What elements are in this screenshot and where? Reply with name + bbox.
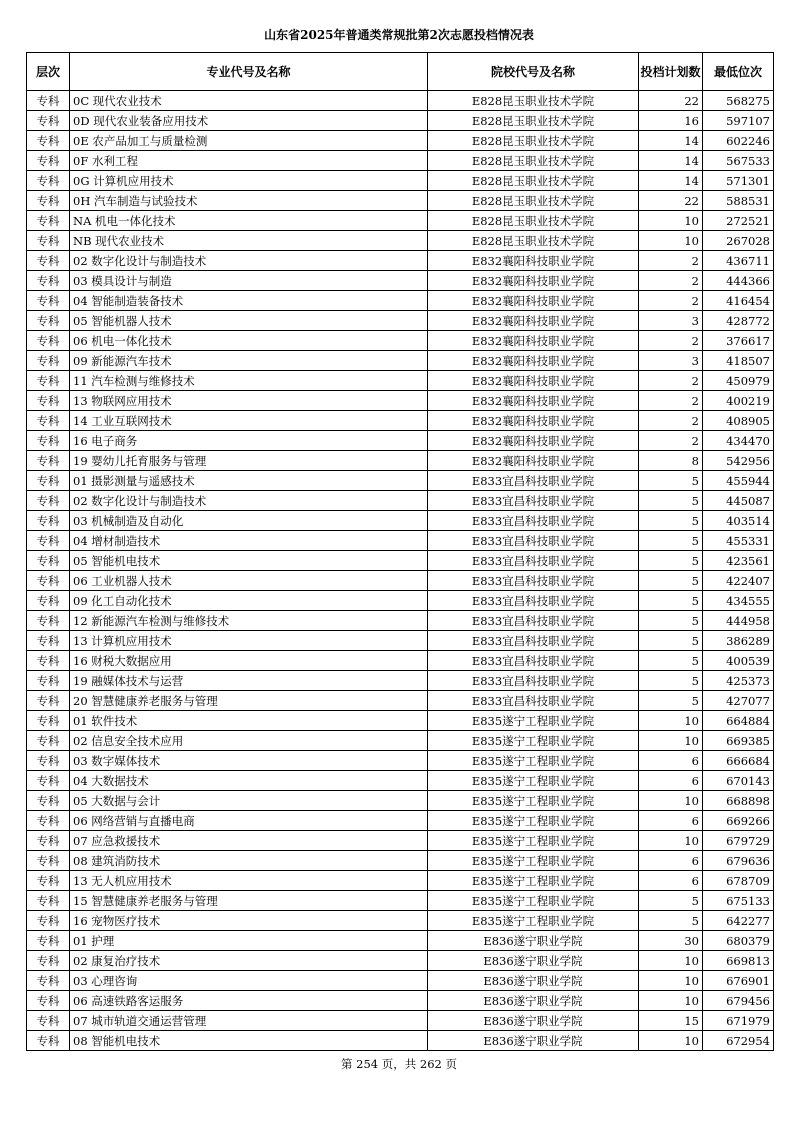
table-row: [27, 911, 774, 931]
table-row: [27, 291, 774, 311]
table-row: [27, 131, 774, 151]
cell-school: E836遂宁职业学院: [428, 971, 639, 991]
table-row: [27, 591, 774, 611]
cell-major: 0C 现代农业技术: [70, 91, 428, 111]
cell-plan: 14: [639, 151, 703, 171]
cell-rank: 403514: [703, 511, 774, 531]
cell-major: 01 摄影测量与遥感技术: [70, 471, 428, 491]
cell-school: E833宜昌科技职业学院: [428, 571, 639, 591]
cell-level: 专科: [27, 531, 70, 551]
cell-rank: 670143: [703, 771, 774, 791]
cell-major: 14 工业互联网技术: [70, 411, 428, 431]
cell-major: 05 智能机器人技术: [70, 311, 428, 331]
cell-rank: 450979: [703, 371, 774, 391]
cell-school: E832襄阳科技职业学院: [428, 411, 639, 431]
cell-major: 0H 汽车制造与试验技术: [70, 191, 428, 211]
cell-major: 01 软件技术: [70, 711, 428, 731]
cell-rank: 428772: [703, 311, 774, 331]
cell-level: 专科: [27, 651, 70, 671]
table-row: [27, 271, 774, 291]
cell-major: NA 机电一体化技术: [70, 211, 428, 231]
cell-rank: 376617: [703, 331, 774, 351]
table-row: [27, 391, 774, 411]
cell-level: 专科: [27, 571, 70, 591]
cell-rank: 455944: [703, 471, 774, 491]
cell-school: E832襄阳科技职业学院: [428, 431, 639, 451]
cell-level: 专科: [27, 791, 70, 811]
cell-plan: 6: [639, 871, 703, 891]
cell-rank: 434470: [703, 431, 774, 451]
cell-plan: 22: [639, 91, 703, 111]
cell-major: 16 电子商务: [70, 431, 428, 451]
cell-major: NB 现代农业技术: [70, 231, 428, 251]
cell-level: 专科: [27, 451, 70, 471]
cell-plan: 5: [639, 471, 703, 491]
cell-rank: 668898: [703, 791, 774, 811]
cell-rank: 455331: [703, 531, 774, 551]
cell-level: 专科: [27, 491, 70, 511]
table-row: [27, 651, 774, 671]
cell-major: 06 网络营销与直播电商: [70, 811, 428, 831]
table-row: [27, 351, 774, 371]
cell-rank: 672954: [703, 1031, 774, 1051]
cell-school: E832襄阳科技职业学院: [428, 251, 639, 271]
cell-major: 02 信息安全技术应用: [70, 731, 428, 751]
table-row: [27, 891, 774, 911]
table-row: [27, 751, 774, 771]
cell-level: 专科: [27, 291, 70, 311]
cell-plan: 5: [639, 671, 703, 691]
cell-plan: 2: [639, 371, 703, 391]
cell-school: E835遂宁工程职业学院: [428, 731, 639, 751]
cell-rank: 422407: [703, 571, 774, 591]
cell-rank: 664884: [703, 711, 774, 731]
cell-plan: 5: [639, 891, 703, 911]
cell-plan: 5: [639, 511, 703, 531]
cell-rank: 434555: [703, 591, 774, 611]
cell-rank: 666684: [703, 751, 774, 771]
header-row: [27, 53, 774, 91]
page-title: 山东省2025年普通类常规批第2次志愿投档情况表: [264, 28, 534, 42]
cell-rank: 416454: [703, 291, 774, 311]
table-row: [27, 931, 774, 951]
cell-rank: 408905: [703, 411, 774, 431]
cell-major: 07 城市轨道交通运营管理: [70, 1011, 428, 1031]
table-row: [27, 691, 774, 711]
cell-plan: 5: [639, 651, 703, 671]
cell-rank: 676901: [703, 971, 774, 991]
cell-school: E833宜昌科技职业学院: [428, 531, 639, 551]
cell-major: 04 增材制造技术: [70, 531, 428, 551]
table-row: [27, 511, 774, 531]
cell-school: E833宜昌科技职业学院: [428, 651, 639, 671]
cell-plan: 22: [639, 191, 703, 211]
cell-major: 0D 现代农业装备应用技术: [70, 111, 428, 131]
cell-plan: 5: [639, 631, 703, 651]
cell-plan: 6: [639, 851, 703, 871]
cell-plan: 5: [639, 911, 703, 931]
cell-plan: 2: [639, 271, 703, 291]
cell-level: 专科: [27, 591, 70, 611]
cell-rank: 567533: [703, 151, 774, 171]
cell-plan: 2: [639, 291, 703, 311]
cell-school: E836遂宁职业学院: [428, 1011, 639, 1031]
cell-plan: 14: [639, 171, 703, 191]
header-level: 层次: [27, 53, 70, 91]
cell-level: 专科: [27, 511, 70, 531]
cell-major: 09 化工自动化技术: [70, 591, 428, 611]
cell-plan: 5: [639, 691, 703, 711]
cell-plan: 10: [639, 791, 703, 811]
cell-school: E833宜昌科技职业学院: [428, 471, 639, 491]
cell-major: 13 计算机应用技术: [70, 631, 428, 651]
table-row: [27, 371, 774, 391]
cell-major: 01 护理: [70, 931, 428, 951]
cell-plan: 2: [639, 431, 703, 451]
cell-major: 20 智慧健康养老服务与管理: [70, 691, 428, 711]
cell-school: E828昆玉职业技术学院: [428, 211, 639, 231]
table-row: [27, 151, 774, 171]
table-row: [27, 91, 774, 111]
cell-plan: 14: [639, 131, 703, 151]
cell-plan: 16: [639, 111, 703, 131]
cell-school: E835遂宁工程职业学院: [428, 751, 639, 771]
cell-school: E832襄阳科技职业学院: [428, 391, 639, 411]
cell-school: E828昆玉职业技术学院: [428, 231, 639, 251]
cell-level: 专科: [27, 811, 70, 831]
cell-level: 专科: [27, 971, 70, 991]
table-row: [27, 1031, 774, 1051]
table-row: [27, 211, 774, 231]
cell-plan: 2: [639, 411, 703, 431]
cell-school: E832襄阳科技职业学院: [428, 331, 639, 351]
cell-level: 专科: [27, 111, 70, 131]
cell-school: E833宜昌科技职业学院: [428, 631, 639, 651]
table-row: [27, 331, 774, 351]
cell-level: 专科: [27, 691, 70, 711]
cell-plan: 10: [639, 1031, 703, 1051]
table-row: [27, 171, 774, 191]
cell-rank: 675133: [703, 891, 774, 911]
cell-school: E828昆玉职业技术学院: [428, 191, 639, 211]
cell-rank: 425373: [703, 671, 774, 691]
cell-major: 05 智能机电技术: [70, 551, 428, 571]
cell-plan: 5: [639, 591, 703, 611]
cell-level: 专科: [27, 951, 70, 971]
cell-rank: 272521: [703, 211, 774, 231]
cell-rank: 436711: [703, 251, 774, 271]
cell-school: E835遂宁工程职业学院: [428, 891, 639, 911]
header-rank: 最低位次: [703, 53, 774, 91]
cell-school: E836遂宁职业学院: [428, 931, 639, 951]
cell-school: E835遂宁工程职业学院: [428, 811, 639, 831]
cell-school: E835遂宁工程职业学院: [428, 831, 639, 851]
cell-school: E832襄阳科技职业学院: [428, 311, 639, 331]
cell-major: 03 数字媒体技术: [70, 751, 428, 771]
table-body: [27, 91, 774, 1051]
cell-major: 11 汽车检测与维修技术: [70, 371, 428, 391]
cell-school: E833宜昌科技职业学院: [428, 611, 639, 631]
table-row: [27, 491, 774, 511]
cell-school: E832襄阳科技职业学院: [428, 451, 639, 471]
table-row: [27, 851, 774, 871]
cell-plan: 15: [639, 1011, 703, 1031]
cell-major: 02 数字化设计与制造技术: [70, 491, 428, 511]
cell-school: E836遂宁职业学院: [428, 991, 639, 1011]
cell-rank: 400539: [703, 651, 774, 671]
header-major: 专业代号及名称: [70, 53, 428, 91]
cell-major: 19 婴幼儿托育服务与管理: [70, 451, 428, 471]
cell-rank: 679456: [703, 991, 774, 1011]
cell-school: E828昆玉职业技术学院: [428, 151, 639, 171]
cell-level: 专科: [27, 351, 70, 371]
cell-level: 专科: [27, 271, 70, 291]
table-row: [27, 191, 774, 211]
cell-school: E828昆玉职业技术学院: [428, 171, 639, 191]
cell-plan: 10: [639, 991, 703, 1011]
cell-school: E828昆玉职业技术学院: [428, 91, 639, 111]
cell-level: 专科: [27, 831, 70, 851]
cell-plan: 6: [639, 811, 703, 831]
cell-school: E833宜昌科技职业学院: [428, 671, 639, 691]
cell-level: 专科: [27, 1031, 70, 1051]
cell-level: 专科: [27, 871, 70, 891]
cell-major: 0F 水利工程: [70, 151, 428, 171]
cell-major: 13 物联网应用技术: [70, 391, 428, 411]
cell-rank: 568275: [703, 91, 774, 111]
cell-major: 03 模具设计与制造: [70, 271, 428, 291]
table-row: [27, 871, 774, 891]
table-row: [27, 571, 774, 591]
cell-plan: 10: [639, 231, 703, 251]
cell-level: 专科: [27, 711, 70, 731]
cell-rank: 642277: [703, 911, 774, 931]
cell-rank: 423561: [703, 551, 774, 571]
cell-school: E835遂宁工程职业学院: [428, 911, 639, 931]
cell-rank: 597107: [703, 111, 774, 131]
cell-rank: 267028: [703, 231, 774, 251]
cell-major: 06 工业机器人技术: [70, 571, 428, 591]
cell-rank: 386289: [703, 631, 774, 651]
cell-major: 04 智能制造装备技术: [70, 291, 428, 311]
header-school: 院校代号及名称: [428, 53, 639, 91]
cell-rank: 679729: [703, 831, 774, 851]
cell-level: 专科: [27, 211, 70, 231]
cell-rank: 445087: [703, 491, 774, 511]
cell-plan: 10: [639, 831, 703, 851]
cell-rank: 671979: [703, 1011, 774, 1031]
cell-school: E836遂宁职业学院: [428, 951, 639, 971]
table-row: [27, 231, 774, 251]
table-row: [27, 991, 774, 1011]
admission-table: [26, 52, 774, 1051]
cell-school: E832襄阳科技职业学院: [428, 351, 639, 371]
cell-level: 专科: [27, 751, 70, 771]
cell-major: 08 智能机电技术: [70, 1031, 428, 1051]
cell-school: E833宜昌科技职业学院: [428, 511, 639, 531]
table-row: [27, 411, 774, 431]
cell-school: E833宜昌科技职业学院: [428, 551, 639, 571]
cell-school: E833宜昌科技职业学院: [428, 691, 639, 711]
cell-major: 05 大数据与会计: [70, 791, 428, 811]
cell-level: 专科: [27, 731, 70, 751]
cell-level: 专科: [27, 151, 70, 171]
cell-plan: 5: [639, 491, 703, 511]
table-row: [27, 731, 774, 751]
cell-level: 专科: [27, 471, 70, 491]
cell-major: 0E 农产品加工与质量检测: [70, 131, 428, 151]
cell-school: E833宜昌科技职业学院: [428, 591, 639, 611]
cell-major: 0G 计算机应用技术: [70, 171, 428, 191]
cell-level: 专科: [27, 331, 70, 351]
table-row: [27, 951, 774, 971]
cell-level: 专科: [27, 131, 70, 151]
cell-rank: 400219: [703, 391, 774, 411]
cell-school: E836遂宁职业学院: [428, 1031, 639, 1051]
cell-level: 专科: [27, 671, 70, 691]
table-row: [27, 311, 774, 331]
table-row: [27, 111, 774, 131]
cell-level: 专科: [27, 631, 70, 651]
cell-plan: 2: [639, 391, 703, 411]
cell-rank: 669813: [703, 951, 774, 971]
cell-major: 02 数字化设计与制造技术: [70, 251, 428, 271]
cell-plan: 10: [639, 951, 703, 971]
cell-level: 专科: [27, 371, 70, 391]
cell-plan: 30: [639, 931, 703, 951]
table-row: [27, 811, 774, 831]
cell-plan: 6: [639, 771, 703, 791]
cell-plan: 5: [639, 531, 703, 551]
cell-rank: 680379: [703, 931, 774, 951]
cell-rank: 669266: [703, 811, 774, 831]
cell-major: 15 智慧健康养老服务与管理: [70, 891, 428, 911]
cell-rank: 427077: [703, 691, 774, 711]
cell-school: E835遂宁工程职业学院: [428, 791, 639, 811]
cell-level: 专科: [27, 251, 70, 271]
cell-level: 专科: [27, 551, 70, 571]
cell-major: 07 应急救援技术: [70, 831, 428, 851]
cell-level: 专科: [27, 1011, 70, 1031]
cell-rank: 679636: [703, 851, 774, 871]
cell-major: 03 心理咨询: [70, 971, 428, 991]
cell-major: 04 大数据技术: [70, 771, 428, 791]
cell-plan: 5: [639, 571, 703, 591]
table-row: [27, 971, 774, 991]
cell-major: 13 无人机应用技术: [70, 871, 428, 891]
cell-level: 专科: [27, 611, 70, 631]
cell-school: E832襄阳科技职业学院: [428, 271, 639, 291]
cell-level: 专科: [27, 311, 70, 331]
cell-level: 专科: [27, 771, 70, 791]
table-row: [27, 471, 774, 491]
page-footer: 第 254 页，共 262 页: [340, 1057, 458, 1071]
cell-school: E828昆玉职业技术学院: [428, 131, 639, 151]
table-row: [27, 1011, 774, 1031]
table-header: [27, 53, 774, 91]
cell-level: 专科: [27, 231, 70, 251]
cell-plan: 2: [639, 251, 703, 271]
cell-plan: 10: [639, 711, 703, 731]
cell-major: 02 康复治疗技术: [70, 951, 428, 971]
cell-plan: 2: [639, 331, 703, 351]
cell-rank: 418507: [703, 351, 774, 371]
cell-plan: 10: [639, 971, 703, 991]
cell-school: E835遂宁工程职业学院: [428, 851, 639, 871]
cell-rank: 571301: [703, 171, 774, 191]
cell-level: 专科: [27, 911, 70, 931]
cell-plan: 6: [639, 751, 703, 771]
cell-major: 12 新能源汽车检测与维修技术: [70, 611, 428, 631]
cell-major: 16 财税大数据应用: [70, 651, 428, 671]
cell-level: 专科: [27, 931, 70, 951]
cell-plan: 3: [639, 311, 703, 331]
table-row: [27, 531, 774, 551]
cell-rank: 669385: [703, 731, 774, 751]
cell-rank: 588531: [703, 191, 774, 211]
table-row: [27, 831, 774, 851]
cell-school: E835遂宁工程职业学院: [428, 771, 639, 791]
cell-level: 专科: [27, 391, 70, 411]
table-row: [27, 671, 774, 691]
cell-major: 08 建筑消防技术: [70, 851, 428, 871]
table-row: [27, 791, 774, 811]
cell-rank: 542956: [703, 451, 774, 471]
cell-major: 06 机电一体化技术: [70, 331, 428, 351]
table-row: [27, 631, 774, 651]
cell-school: E832襄阳科技职业学院: [428, 371, 639, 391]
cell-level: 专科: [27, 851, 70, 871]
cell-rank: 678709: [703, 871, 774, 891]
header-plan: 投档计划数: [639, 53, 703, 91]
cell-level: 专科: [27, 171, 70, 191]
cell-school: E828昆玉职业技术学院: [428, 111, 639, 131]
cell-plan: 10: [639, 731, 703, 751]
cell-plan: 8: [639, 451, 703, 471]
cell-major: 03 机械制造及自动化: [70, 511, 428, 531]
table-row: [27, 771, 774, 791]
cell-school: E835遂宁工程职业学院: [428, 871, 639, 891]
cell-level: 专科: [27, 191, 70, 211]
cell-school: E832襄阳科技职业学院: [428, 291, 639, 311]
table-row: [27, 611, 774, 631]
cell-level: 专科: [27, 991, 70, 1011]
table-row: [27, 451, 774, 471]
table-row: [27, 711, 774, 731]
table-row: [27, 551, 774, 571]
cell-major: 09 新能源汽车技术: [70, 351, 428, 371]
cell-plan: 5: [639, 551, 703, 571]
cell-level: 专科: [27, 411, 70, 431]
cell-major: 19 融媒体技术与运营: [70, 671, 428, 691]
cell-rank: 444958: [703, 611, 774, 631]
cell-rank: 444366: [703, 271, 774, 291]
cell-school: E835遂宁工程职业学院: [428, 711, 639, 731]
table-row: [27, 251, 774, 271]
cell-major: 16 宠物医疗技术: [70, 911, 428, 931]
cell-level: 专科: [27, 431, 70, 451]
table-row: [27, 431, 774, 451]
cell-plan: 10: [639, 211, 703, 231]
cell-level: 专科: [27, 91, 70, 111]
cell-rank: 602246: [703, 131, 774, 151]
cell-major: 06 高速铁路客运服务: [70, 991, 428, 1011]
cell-plan: 5: [639, 611, 703, 631]
cell-plan: 3: [639, 351, 703, 371]
cell-school: E833宜昌科技职业学院: [428, 491, 639, 511]
cell-level: 专科: [27, 891, 70, 911]
